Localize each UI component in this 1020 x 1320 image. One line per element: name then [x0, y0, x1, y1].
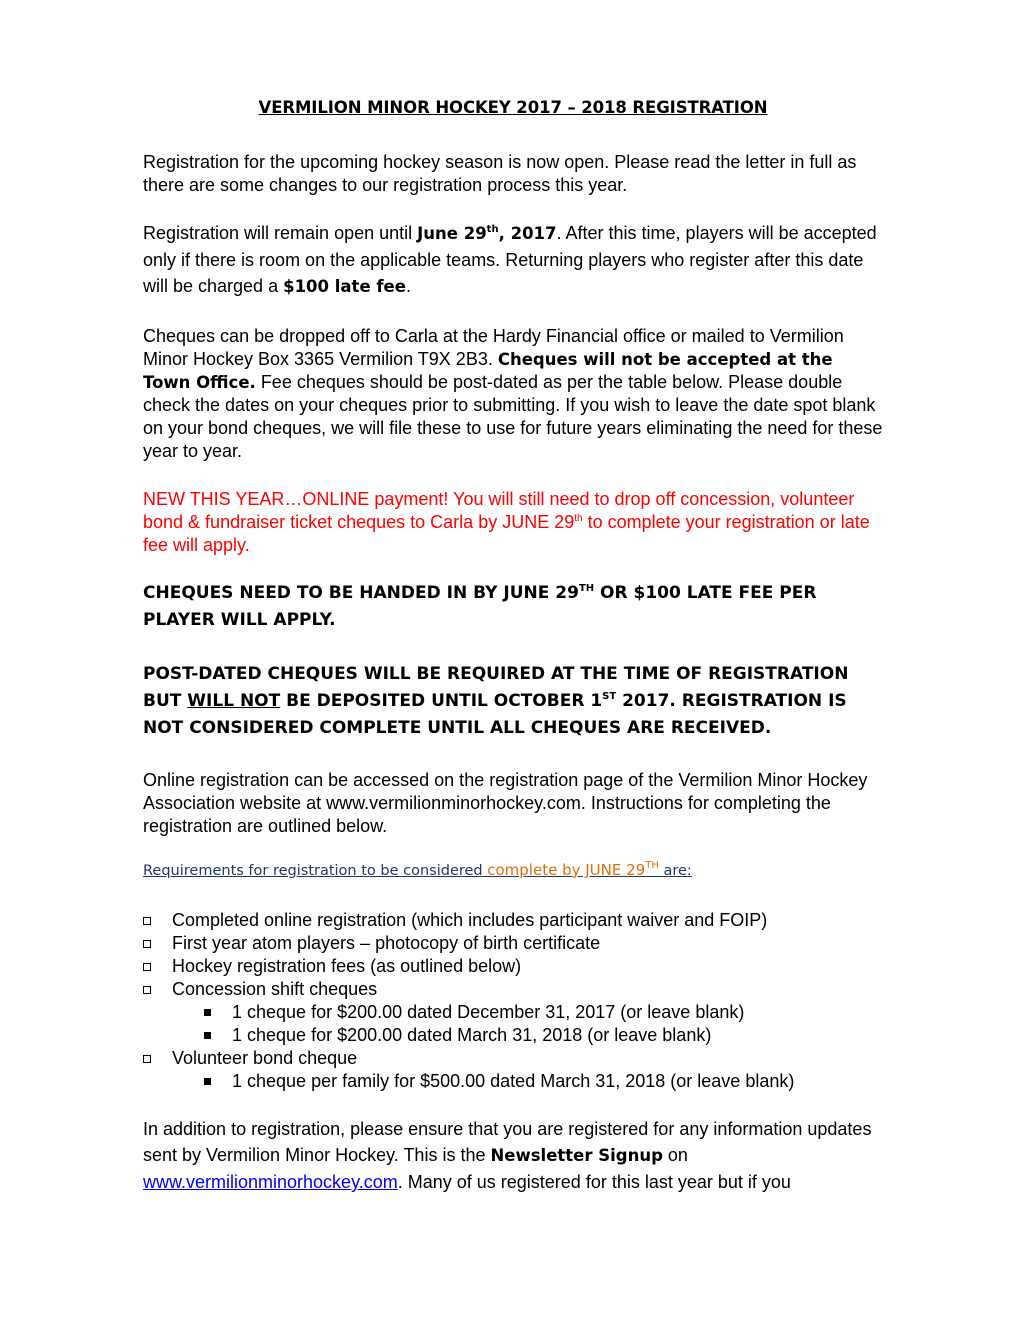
- list-item: Completed online registration (which includes participant waiver and FOIP): [143, 909, 883, 932]
- square-bullet-icon: [204, 1009, 211, 1016]
- list-item: First year atom players – photocopy of birth certificate: [143, 932, 883, 955]
- newsletter-paragraph: In addition to registration, please ensure that you are registered for any information updates sent by Vermilion Minor Hockey. This is the Newsletter Signup on www.vermilionminorhockey.com. Many of us registered for this last year but if you: [143, 1119, 872, 1192]
- checkbox-icon: [143, 940, 151, 948]
- square-bullet-icon: [204, 1032, 211, 1039]
- list-item: Concession shift cheques: [143, 978, 883, 1001]
- sub-list-item: 1 cheque for $200.00 dated March 31, 2018 (or leave blank): [143, 1024, 883, 1047]
- requirements-heading: Requirements for registration to be considered complete by JUNE 29TH are:: [143, 860, 692, 879]
- will-not-emphasis: WILL NOT: [187, 691, 281, 711]
- cheques-paragraph: Cheques can be dropped off to Carla at the Hardy Financial office or mailed to Vermilion Minor Hockey Box 3365 Vermilion T9X 2B3. Cheques will not be accepted at the Town Office. Fee cheques should be post-dated as per the table below. Please double check the dates on your cheques prior to submitting. If you wish to leave the date spot blank on your bond cheques, we will file these to use for future years eliminating the need for these year to year.: [143, 326, 883, 461]
- deadline-date: June 29th, 2017: [417, 224, 557, 243]
- newsletter-signup: Newsletter Signup: [490, 1146, 663, 1165]
- intro-paragraph: Registration for the upcoming hockey season is now open. Please read the letter in full as there are some changes to our registration process this year.: [143, 152, 857, 195]
- list-item: Volunteer bond cheque: [143, 1047, 883, 1070]
- post-dated-notice: POST-DATED CHEQUES WILL BE REQUIRED AT THE TIME OF REGISTRATION BUT WILL NOT BE DEPOSITED UNTIL OCTOBER 1ST 2017. REGISTRATION IS NOT CONSIDERED COMPLETE UNTIL ALL CHEQUES ARE RECEIVED.: [143, 664, 849, 738]
- website-link[interactable]: www.vermilionminorhockey.com: [143, 1172, 398, 1192]
- checkbox-icon: [143, 1055, 151, 1063]
- deadline-pre: Registration will remain open until: [143, 223, 418, 243]
- online-registration-paragraph: Online registration can be accessed on the registration page of the Vermilion Minor Hockey Association website at www.vermilionminorhockey.com. Instructions for completing the registration are outlined below.: [143, 770, 868, 836]
- document-page: [143, 98, 883, 1195]
- sub-list-item: 1 cheque per family for $500.00 dated March 31, 2018 (or leave blank): [143, 1070, 883, 1093]
- requirements-deadline: complete by JUNE 29TH: [487, 860, 659, 879]
- square-bullet-icon: [204, 1078, 211, 1085]
- deadline-paragraph: Registration will remain open until June 29th, 2017. After this time, players will be accepted only if there is room on the applicable teams. Returning players who register after this date will be charged a $100 late fee.: [143, 223, 877, 296]
- deadline-mid: . After this time, players will be accepted only if there is room on the applicable teams. Returning players who register after this date will be charged a: [143, 223, 877, 296]
- late-fee-notice: CHEQUES NEED TO BE HANDED IN BY JUNE 29TH OR $100 LATE FEE PER PLAYER WILL APPLY.: [143, 583, 817, 630]
- checkbox-icon: [143, 917, 151, 925]
- late-fee: $100 late fee: [283, 277, 406, 296]
- sub-list-item: 1 cheque for $200.00 dated December 31, 2017 (or leave blank): [143, 1001, 883, 1024]
- checkbox-icon: [143, 963, 151, 971]
- list-item: Hockey registration fees (as outlined below): [143, 955, 883, 978]
- town-office-warning: Cheques will not be accepted at the Town Office.: [143, 350, 833, 392]
- checkbox-icon: [143, 986, 151, 994]
- new-this-year-paragraph: NEW THIS YEAR…ONLINE payment! You will still need to drop off concession, volunteer bond & fundraiser ticket cheques to Carla by JUNE 29th to complete your registration or late fee will apply.: [143, 489, 870, 555]
- page-title: VERMILION MINOR HOCKEY 2017 – 2018 REGISTRATION: [258, 98, 768, 117]
- requirements-checklist: [143, 909, 883, 1093]
